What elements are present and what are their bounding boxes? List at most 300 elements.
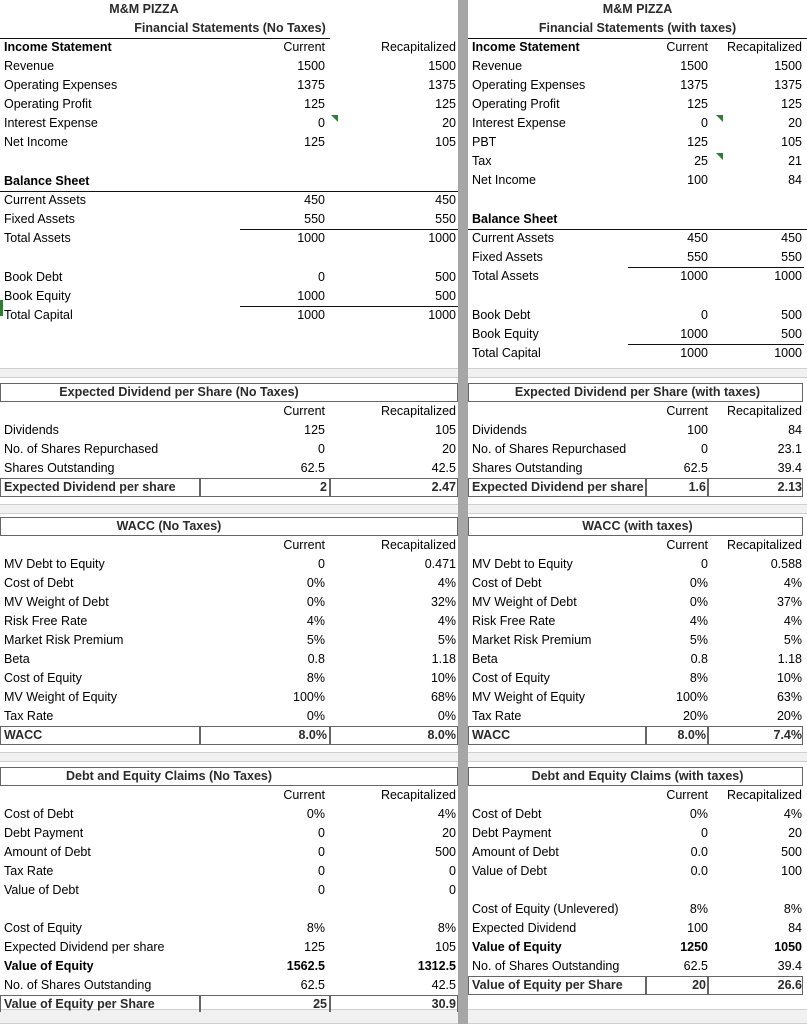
table-row bbox=[468, 938, 807, 957]
recap-value[interactable]: 0 bbox=[449, 883, 456, 897]
table-row bbox=[0, 805, 458, 824]
recap-value[interactable]: 84 bbox=[788, 173, 802, 187]
recap-value[interactable]: 20 bbox=[442, 826, 456, 840]
current-value[interactable]: 125 bbox=[304, 423, 325, 437]
table-row bbox=[0, 57, 458, 76]
row-label[interactable]: Cost of Equity (Unlevered) bbox=[472, 902, 619, 916]
current-value[interactable]: 0% bbox=[689, 576, 708, 590]
current-value[interactable]: 0.0 bbox=[690, 864, 708, 878]
current-value[interactable]: 0 bbox=[318, 826, 325, 840]
current-value[interactable]: 550 bbox=[687, 250, 708, 264]
total-row bbox=[0, 995, 458, 1012]
recap-value[interactable]: 84 bbox=[788, 423, 802, 437]
row-label[interactable]: Interest Expense bbox=[472, 116, 566, 130]
current-value[interactable]: 8% bbox=[306, 921, 325, 935]
col-recap: Recapitalized bbox=[380, 40, 456, 54]
row-label[interactable]: No. of Shares Outstanding bbox=[472, 959, 620, 973]
table-row bbox=[468, 900, 807, 919]
row-label[interactable]: MV Debt to Equity bbox=[4, 557, 105, 571]
current-value[interactable]: 0% bbox=[689, 807, 708, 821]
row-label[interactable]: Tax bbox=[472, 154, 492, 168]
current-value[interactable]: 0 bbox=[318, 845, 325, 859]
cell-selection-marker bbox=[0, 300, 3, 316]
recap-value[interactable]: 37% bbox=[776, 595, 802, 609]
row-label[interactable]: Interest Expense bbox=[4, 116, 98, 130]
current-value[interactable]: 5% bbox=[689, 633, 708, 647]
current-value[interactable]: 0 bbox=[701, 557, 708, 571]
current-value[interactable]: 0 bbox=[701, 442, 708, 456]
row-label[interactable]: Amount of Debt bbox=[4, 845, 91, 859]
col-current: Current bbox=[666, 538, 708, 552]
current-value[interactable]: 450 bbox=[687, 231, 708, 245]
recap-value[interactable]: 39.4 bbox=[777, 461, 802, 475]
col-recap: Recapitalized bbox=[726, 40, 802, 54]
current-value[interactable]: 0 bbox=[701, 308, 708, 322]
recap-value[interactable]: 8% bbox=[437, 921, 456, 935]
row-label[interactable]: Risk Free Rate bbox=[472, 614, 556, 628]
recap-value[interactable]: 105 bbox=[435, 135, 456, 149]
current-value[interactable]: 62.5 bbox=[300, 461, 325, 475]
recap-value[interactable]: 4% bbox=[783, 576, 802, 590]
recap-value[interactable]: 20 bbox=[442, 442, 456, 456]
row-label[interactable]: Revenue bbox=[4, 59, 55, 73]
col-recap: Recapitalized bbox=[380, 538, 456, 552]
total-row bbox=[468, 726, 807, 745]
current-value[interactable]: 0 bbox=[318, 864, 325, 878]
table-row bbox=[0, 669, 458, 688]
row-label[interactable]: Operating Expenses bbox=[472, 78, 586, 92]
header-row bbox=[468, 536, 807, 555]
current-value[interactable]: 125 bbox=[304, 135, 325, 149]
recap-value[interactable]: 0% bbox=[437, 709, 456, 723]
current-value[interactable]: 0 bbox=[701, 116, 708, 130]
current-value[interactable]: 450 bbox=[304, 193, 325, 207]
recap-value[interactable]: 32% bbox=[430, 595, 456, 609]
table-row bbox=[0, 268, 458, 287]
current-value[interactable]: 0% bbox=[689, 595, 708, 609]
current-value[interactable]: 0% bbox=[306, 576, 325, 590]
current-value[interactable]: 0% bbox=[306, 595, 325, 609]
recap-value[interactable]: 105 bbox=[435, 940, 456, 954]
recap-value[interactable]: 20 bbox=[788, 116, 802, 130]
current-value[interactable]: 1000 bbox=[680, 269, 708, 283]
table-row bbox=[468, 57, 807, 76]
header-row bbox=[468, 38, 807, 57]
row-label[interactable]: Tax Rate bbox=[4, 709, 54, 723]
current-value[interactable]: 20% bbox=[682, 709, 708, 723]
recap-value[interactable]: 4% bbox=[437, 614, 456, 628]
row-label[interactable]: MV Weight of Debt bbox=[4, 595, 109, 609]
total-current[interactable]: 20 bbox=[692, 978, 706, 992]
row-label[interactable]: MV Weight of Equity bbox=[4, 690, 118, 704]
recap-value[interactable]: 84 bbox=[788, 921, 802, 935]
current-value[interactable]: 100 bbox=[687, 423, 708, 437]
current-value[interactable]: 1500 bbox=[680, 59, 708, 73]
row-label[interactable]: Fixed Assets bbox=[472, 250, 543, 264]
recap-value[interactable]: 1000 bbox=[774, 346, 802, 360]
section-title: Debt and Equity Claims (No Taxes) bbox=[65, 769, 273, 783]
current-value[interactable]: 100 bbox=[687, 173, 708, 187]
recap-value[interactable]: 4% bbox=[783, 614, 802, 628]
current-value[interactable]: 100 bbox=[687, 921, 708, 935]
current-value[interactable]: 5% bbox=[306, 633, 325, 647]
recap-value[interactable]: 10% bbox=[776, 671, 802, 685]
row-label[interactable]: No. of Shares Outstanding bbox=[4, 978, 152, 992]
row-label[interactable]: Total Capital bbox=[4, 308, 73, 322]
recap-value[interactable]: 1000 bbox=[428, 231, 456, 245]
row-label[interactable]: Value of Debt bbox=[4, 883, 79, 897]
current-value[interactable]: 0.8 bbox=[690, 652, 708, 666]
table-row bbox=[468, 267, 807, 286]
row-label[interactable]: Tax Rate bbox=[472, 709, 522, 723]
table-row bbox=[468, 555, 807, 574]
wacc-no-taxes bbox=[0, 517, 458, 749]
total-label[interactable]: Value of Equity per Share bbox=[4, 997, 155, 1011]
row-label[interactable]: No. of Shares Repurchased bbox=[472, 442, 627, 456]
recap-value[interactable]: 1500 bbox=[774, 59, 802, 73]
recap-value[interactable]: 1000 bbox=[774, 269, 802, 283]
header-row bbox=[0, 786, 458, 805]
recap-value[interactable]: 105 bbox=[781, 135, 802, 149]
section-title: WACC (with taxes) bbox=[582, 519, 693, 533]
recap-value[interactable]: 1000 bbox=[428, 308, 456, 322]
table-row bbox=[0, 306, 458, 325]
current-value[interactable]: 1000 bbox=[680, 327, 708, 341]
table-row bbox=[468, 805, 807, 824]
row-label[interactable]: Value of Equity bbox=[472, 940, 562, 954]
row-label[interactable]: Beta bbox=[4, 652, 30, 666]
row-label[interactable]: Shares Outstanding bbox=[472, 461, 583, 475]
row-label[interactable]: Debt Payment bbox=[472, 826, 552, 840]
total-recap[interactable]: 26.6 bbox=[777, 978, 802, 992]
col-current: Current bbox=[283, 538, 325, 552]
current-value[interactable]: 125 bbox=[687, 135, 708, 149]
pane-divider[interactable] bbox=[458, 0, 468, 1024]
recap-value[interactable]: 4% bbox=[783, 807, 802, 821]
row-label[interactable]: Market Risk Premium bbox=[472, 633, 592, 647]
recap-value[interactable]: 500 bbox=[781, 327, 802, 341]
col-current: Current bbox=[283, 40, 325, 54]
recap-value[interactable]: 500 bbox=[435, 289, 456, 303]
current-value[interactable]: 8% bbox=[306, 671, 325, 685]
row-label[interactable]: Net Income bbox=[472, 173, 536, 187]
table-row bbox=[468, 459, 807, 478]
row-label[interactable]: Revenue bbox=[472, 59, 523, 73]
table-row bbox=[468, 688, 807, 707]
current-value[interactable]: 1562.5 bbox=[286, 959, 325, 973]
recap-value[interactable]: 0.588 bbox=[770, 557, 802, 571]
row-label[interactable]: Debt Payment bbox=[4, 826, 84, 840]
table-row bbox=[0, 957, 458, 976]
recap-value[interactable]: 1312.5 bbox=[417, 959, 456, 973]
recap-value[interactable]: 5% bbox=[437, 633, 456, 647]
recap-value[interactable]: 42.5 bbox=[431, 978, 456, 992]
section-title: Financial Statements (No Taxes) bbox=[134, 21, 326, 35]
row-label[interactable]: Fixed Assets bbox=[4, 212, 75, 226]
row-label[interactable]: Cost of Debt bbox=[472, 807, 542, 821]
row-label[interactable]: Operating Profit bbox=[4, 97, 92, 111]
current-value[interactable]: 100% bbox=[293, 690, 325, 704]
recap-value[interactable]: 500 bbox=[435, 270, 456, 284]
row-label[interactable]: Expected Dividend per share bbox=[4, 940, 165, 954]
wacc-with-taxes bbox=[468, 517, 807, 749]
total-recap[interactable]: 7.4% bbox=[773, 728, 802, 742]
recap-value[interactable]: 450 bbox=[435, 193, 456, 207]
current-value[interactable]: 25 bbox=[694, 154, 708, 168]
total-row bbox=[468, 976, 807, 995]
current-value[interactable]: 8% bbox=[689, 902, 708, 916]
recap-value[interactable]: 0.471 bbox=[424, 557, 456, 571]
total-recap[interactable]: 2.13 bbox=[777, 480, 802, 494]
recap-value[interactable]: 125 bbox=[435, 97, 456, 111]
recap-value[interactable]: 20 bbox=[788, 826, 802, 840]
recap-value[interactable]: 500 bbox=[781, 308, 802, 322]
total-label[interactable]: Expected Dividend per share bbox=[4, 480, 176, 494]
current-value[interactable]: 1000 bbox=[297, 308, 325, 322]
current-value[interactable]: 0 bbox=[318, 442, 325, 456]
income-statement-heading: Income Statement bbox=[4, 40, 112, 54]
current-value[interactable]: 0 bbox=[701, 826, 708, 840]
dividend-no-taxes bbox=[0, 383, 458, 501]
recap-value[interactable]: 0 bbox=[449, 864, 456, 878]
row-label[interactable]: Market Risk Premium bbox=[4, 633, 124, 647]
recap-value[interactable]: 20 bbox=[442, 116, 456, 130]
row-label[interactable]: Cost of Equity bbox=[4, 921, 82, 935]
recap-value[interactable]: 39.4 bbox=[777, 959, 802, 973]
row-label[interactable]: MV Weight of Debt bbox=[472, 595, 577, 609]
recap-value[interactable]: 500 bbox=[781, 845, 802, 859]
recap-value[interactable]: 100 bbox=[781, 864, 802, 878]
current-value[interactable]: 1375 bbox=[297, 78, 325, 92]
total-label[interactable]: WACC bbox=[4, 728, 43, 742]
row-label[interactable]: Book Equity bbox=[4, 289, 71, 303]
total-current[interactable]: 8.0% bbox=[298, 728, 327, 742]
comment-indicator-icon[interactable] bbox=[716, 153, 723, 160]
recap-value[interactable]: 1375 bbox=[428, 78, 456, 92]
total-row bbox=[0, 726, 458, 745]
company-title: M&M PIZZA bbox=[109, 2, 179, 16]
recap-value[interactable]: 500 bbox=[435, 845, 456, 859]
current-value[interactable]: 4% bbox=[306, 614, 325, 628]
col-current: Current bbox=[283, 788, 325, 802]
section-title: Financial Statements (with taxes) bbox=[538, 21, 737, 35]
recap-value[interactable]: 1050 bbox=[774, 940, 802, 954]
row-label[interactable]: MV Debt to Equity bbox=[472, 557, 573, 571]
current-value[interactable]: 1000 bbox=[297, 289, 325, 303]
total-recap[interactable]: 2.47 bbox=[431, 480, 456, 494]
table-row bbox=[0, 210, 458, 229]
recap-value[interactable]: 42.5 bbox=[431, 461, 456, 475]
recap-value[interactable]: 10% bbox=[430, 671, 456, 685]
recap-value[interactable]: 1375 bbox=[774, 78, 802, 92]
current-value[interactable]: 550 bbox=[304, 212, 325, 226]
row-label[interactable]: Cost of Debt bbox=[4, 807, 74, 821]
row-label[interactable]: PBT bbox=[472, 135, 497, 149]
balance-sheet-heading: Balance Sheet bbox=[472, 212, 558, 226]
current-value[interactable]: 0.8 bbox=[307, 652, 325, 666]
table-row bbox=[0, 114, 458, 133]
recap-value[interactable]: 1500 bbox=[428, 59, 456, 73]
table-row bbox=[468, 152, 807, 171]
recap-value[interactable]: 23.1 bbox=[777, 442, 802, 456]
table-row bbox=[0, 976, 458, 995]
section-title: WACC (No Taxes) bbox=[116, 519, 222, 533]
current-value[interactable]: 0 bbox=[318, 557, 325, 571]
current-value[interactable]: 125 bbox=[304, 97, 325, 111]
row-label[interactable]: Net Income bbox=[4, 135, 68, 149]
row-label[interactable]: Cost of Equity bbox=[472, 671, 550, 685]
comment-indicator-icon[interactable] bbox=[331, 115, 338, 122]
table-row bbox=[0, 133, 458, 152]
current-value[interactable]: 0% bbox=[306, 709, 325, 723]
row-label[interactable]: Cost of Debt bbox=[472, 576, 542, 590]
row-label[interactable]: Book Debt bbox=[4, 270, 63, 284]
row-label[interactable]: Shares Outstanding bbox=[4, 461, 115, 475]
row-label[interactable]: Dividends bbox=[4, 423, 59, 437]
recap-value[interactable]: 105 bbox=[435, 423, 456, 437]
total-row bbox=[0, 478, 458, 497]
current-value[interactable]: 125 bbox=[687, 97, 708, 111]
current-value[interactable]: 125 bbox=[304, 940, 325, 954]
recap-value[interactable]: 68% bbox=[430, 690, 456, 704]
table-row bbox=[0, 593, 458, 612]
table-row bbox=[0, 707, 458, 726]
balance-sheet-heading: Balance Sheet bbox=[4, 174, 90, 188]
recap-value[interactable]: 21 bbox=[788, 154, 802, 168]
table-row bbox=[468, 669, 807, 688]
total-recap[interactable]: 8.0% bbox=[427, 728, 456, 742]
fs-no-taxes bbox=[0, 0, 458, 360]
row-label[interactable]: Cost of Debt bbox=[4, 576, 74, 590]
row-label[interactable]: Tax Rate bbox=[4, 864, 54, 878]
row-label[interactable]: Current Assets bbox=[472, 231, 554, 245]
current-value[interactable]: 1000 bbox=[680, 346, 708, 360]
current-value[interactable]: 0% bbox=[306, 807, 325, 821]
table-row bbox=[468, 95, 807, 114]
total-label[interactable]: Expected Dividend per share bbox=[472, 480, 644, 494]
row-label[interactable]: No. of Shares Repurchased bbox=[4, 442, 159, 456]
recap-value[interactable]: 1.18 bbox=[777, 652, 802, 666]
recap-value[interactable]: 125 bbox=[781, 97, 802, 111]
table-row bbox=[468, 440, 807, 459]
current-value[interactable]: 62.5 bbox=[300, 978, 325, 992]
row-label[interactable]: Beta bbox=[472, 652, 498, 666]
row-label[interactable]: Value of Equity bbox=[4, 959, 94, 973]
claims-no-taxes bbox=[0, 767, 458, 1012]
fs-with-taxes bbox=[468, 0, 807, 370]
col-current: Current bbox=[666, 788, 708, 802]
current-value[interactable]: 100% bbox=[676, 690, 708, 704]
current-value[interactable]: 62.5 bbox=[683, 959, 708, 973]
recap-value[interactable]: 4% bbox=[437, 576, 456, 590]
row-label[interactable]: Amount of Debt bbox=[472, 845, 559, 859]
table-row bbox=[0, 612, 458, 631]
table-row bbox=[0, 919, 458, 938]
current-value[interactable]: 0 bbox=[318, 116, 325, 130]
row-label[interactable]: Risk Free Rate bbox=[4, 614, 88, 628]
total-current[interactable]: 1.6 bbox=[688, 480, 706, 494]
comment-indicator-icon[interactable] bbox=[716, 115, 723, 122]
current-value[interactable]: 4% bbox=[689, 614, 708, 628]
current-value[interactable]: 0 bbox=[318, 270, 325, 284]
table-row bbox=[0, 287, 458, 306]
current-value[interactable]: 1375 bbox=[680, 78, 708, 92]
row-label[interactable]: Operating Profit bbox=[472, 97, 560, 111]
recap-value[interactable]: 1.18 bbox=[431, 652, 456, 666]
table-row bbox=[468, 325, 807, 344]
row-label[interactable]: Value of Debt bbox=[472, 864, 547, 878]
table-row bbox=[0, 459, 458, 478]
section-title: Expected Dividend per Share (with taxes) bbox=[514, 385, 761, 399]
row-label[interactable]: Total Capital bbox=[472, 346, 541, 360]
recap-value[interactable]: 4% bbox=[437, 807, 456, 821]
col-recap: Recapitalized bbox=[726, 404, 802, 418]
recap-value[interactable]: 450 bbox=[781, 231, 802, 245]
recap-value[interactable]: 8% bbox=[783, 902, 802, 916]
total-current[interactable]: 2 bbox=[320, 480, 327, 494]
row-label[interactable]: Current Assets bbox=[4, 193, 86, 207]
recap-value[interactable]: 550 bbox=[435, 212, 456, 226]
row-label[interactable]: MV Weight of Equity bbox=[472, 690, 586, 704]
recap-value[interactable]: 5% bbox=[783, 633, 802, 647]
current-value[interactable]: 62.5 bbox=[683, 461, 708, 475]
row-label[interactable]: Expected Dividend bbox=[472, 921, 577, 935]
total-row bbox=[468, 478, 807, 497]
row-label[interactable]: Total Assets bbox=[472, 269, 539, 283]
current-value[interactable]: 0 bbox=[318, 883, 325, 897]
table-row bbox=[468, 421, 807, 440]
col-recap: Recapitalized bbox=[380, 788, 456, 802]
row-label[interactable]: Cost of Equity bbox=[4, 671, 82, 685]
table-row bbox=[468, 862, 807, 881]
table-row bbox=[468, 114, 807, 133]
table-row bbox=[468, 957, 807, 976]
row-label[interactable]: Dividends bbox=[472, 423, 527, 437]
table-row bbox=[0, 862, 458, 881]
total-recap[interactable]: 30.9 bbox=[431, 997, 456, 1011]
current-value[interactable]: 1500 bbox=[297, 59, 325, 73]
total-label[interactable]: WACC bbox=[472, 728, 511, 742]
table-row bbox=[468, 76, 807, 95]
total-current[interactable]: 8.0% bbox=[677, 728, 706, 742]
table-row bbox=[0, 76, 458, 95]
current-value[interactable]: 8% bbox=[689, 671, 708, 685]
row-label[interactable]: Book Equity bbox=[472, 327, 539, 341]
recap-value[interactable]: 63% bbox=[776, 690, 802, 704]
current-value[interactable]: 1000 bbox=[297, 231, 325, 245]
row-label[interactable]: Operating Expenses bbox=[4, 78, 118, 92]
recap-value[interactable]: 550 bbox=[781, 250, 802, 264]
col-recap: Recapitalized bbox=[726, 788, 802, 802]
table-row bbox=[468, 650, 807, 669]
table-row bbox=[0, 881, 458, 900]
row-label[interactable]: Total Assets bbox=[4, 231, 71, 245]
current-value[interactable]: 0.0 bbox=[690, 845, 708, 859]
table-row bbox=[0, 95, 458, 114]
total-current[interactable]: 25 bbox=[313, 997, 327, 1011]
header-row bbox=[0, 38, 458, 57]
company-title: M&M PIZZA bbox=[602, 2, 673, 16]
total-label[interactable]: Value of Equity per Share bbox=[472, 978, 623, 992]
header-row bbox=[468, 786, 807, 805]
table-row bbox=[0, 421, 458, 440]
col-recap: Recapitalized bbox=[726, 538, 802, 552]
table-row bbox=[468, 593, 807, 612]
col-current: Current bbox=[666, 40, 708, 54]
row-label[interactable]: Book Debt bbox=[472, 308, 531, 322]
current-value[interactable]: 1250 bbox=[680, 940, 708, 954]
recap-value[interactable]: 20% bbox=[776, 709, 802, 723]
